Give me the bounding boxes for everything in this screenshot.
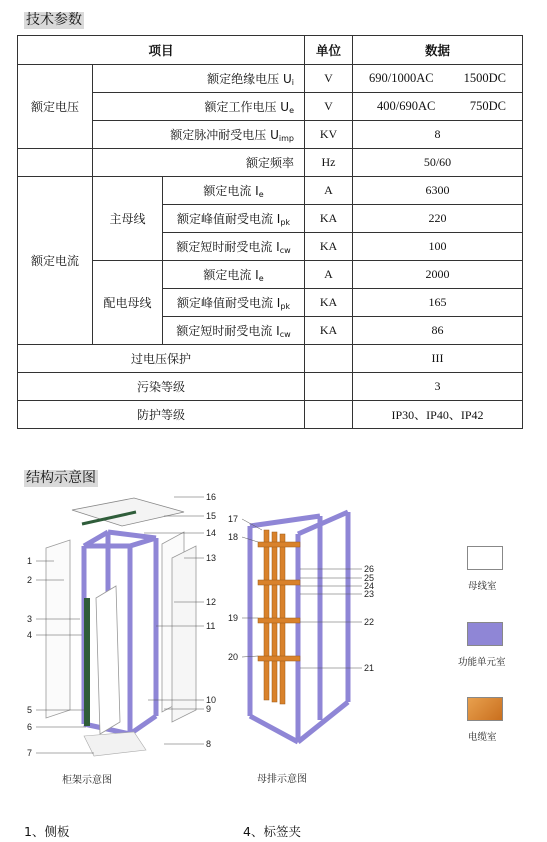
frame-structure bbox=[84, 532, 156, 734]
legend-label: 电缆室 bbox=[468, 732, 497, 743]
row-unit bbox=[305, 401, 353, 429]
row-label: 额定工作电压 $U_e$ bbox=[93, 93, 305, 121]
part-number: 2 bbox=[27, 575, 33, 585]
row-data: 6300 bbox=[353, 177, 523, 205]
row-unit: A bbox=[305, 261, 353, 289]
part-number: 9 bbox=[206, 704, 212, 714]
header-unit: 单位 bbox=[305, 36, 353, 65]
copper-busbars bbox=[258, 530, 300, 704]
row-data: 8 bbox=[353, 121, 523, 149]
table-header-row bbox=[18, 36, 523, 65]
table-row bbox=[18, 373, 523, 401]
row-unit: A bbox=[305, 177, 353, 205]
row-data: IP30、IP40、IP42 bbox=[353, 401, 523, 429]
back-panel bbox=[172, 546, 196, 722]
busbar-diagram-caption: 母排示意图 bbox=[257, 774, 307, 785]
part-number: 25 bbox=[364, 573, 375, 583]
row-data: 3 bbox=[353, 373, 523, 401]
row-data: 165 bbox=[353, 289, 523, 317]
row-label: 额定绝缘电压 $U_i$ bbox=[93, 65, 305, 93]
part-number: 3 bbox=[27, 614, 33, 624]
table-row bbox=[18, 177, 523, 205]
empty-cell bbox=[18, 149, 93, 177]
table-row bbox=[18, 65, 523, 93]
leader-lines bbox=[242, 519, 362, 668]
left-side-panel bbox=[46, 540, 70, 718]
table-row bbox=[18, 149, 523, 177]
base-plate bbox=[84, 732, 146, 756]
legend-label: 母线室 bbox=[468, 581, 497, 592]
row-data: 220 bbox=[353, 205, 523, 233]
part-number: 5 bbox=[27, 705, 33, 715]
row-unit: KA bbox=[305, 317, 353, 345]
table-row bbox=[18, 401, 523, 429]
row-label: 额定短时耐受电流 $I_{cw}$ bbox=[163, 233, 305, 261]
row-unit: KV bbox=[305, 121, 353, 149]
part-number: 10 bbox=[206, 695, 217, 705]
hinge-strip bbox=[84, 598, 90, 726]
row-label: 过电压保护 bbox=[18, 345, 305, 373]
header-data: 数据 bbox=[353, 36, 523, 65]
part-number: 17 bbox=[228, 514, 239, 524]
row-label: 额定脉冲耐受电压 $U_{imp}$ bbox=[93, 121, 305, 149]
note-side-panel: 1、侧板 bbox=[24, 824, 70, 839]
row-label: 额定频率 bbox=[93, 149, 305, 177]
row-data: 100 bbox=[353, 233, 523, 261]
section-title-tech-params: 技术参数 bbox=[26, 12, 82, 28]
part-number: 14 bbox=[206, 528, 217, 538]
part-number: 8 bbox=[206, 739, 212, 749]
group-distribution-bus: 配电母线 bbox=[93, 261, 163, 345]
group-main-bus: 主母线 bbox=[93, 177, 163, 261]
table-row bbox=[18, 93, 523, 121]
row-data: 50/60 bbox=[353, 149, 523, 177]
part-number: 6 bbox=[27, 722, 33, 732]
note-label-clip: 4、标签夹 bbox=[243, 824, 301, 839]
spec-table bbox=[17, 35, 523, 429]
row-unit: Hz bbox=[305, 149, 353, 177]
row-unit: KA bbox=[305, 289, 353, 317]
row-label: 额定峰值耐受电流 $I_{pk}$ bbox=[163, 205, 305, 233]
header-item: 项目 bbox=[18, 36, 305, 65]
part-number: 22 bbox=[364, 617, 375, 627]
row-unit: V bbox=[305, 65, 353, 93]
group-rated-voltage: 额定电压 bbox=[18, 65, 93, 149]
row-label: 防护等级 bbox=[18, 401, 305, 429]
part-number: 24 bbox=[364, 581, 375, 591]
part-number: 15 bbox=[206, 511, 217, 521]
row-unit bbox=[305, 373, 353, 401]
table-row bbox=[18, 345, 523, 373]
legend-swatch-busbar-room bbox=[467, 546, 503, 570]
part-number: 13 bbox=[206, 553, 217, 563]
legend-label: 功能单元室 bbox=[458, 657, 506, 668]
row-unit: KA bbox=[305, 205, 353, 233]
row-label: 污染等级 bbox=[18, 373, 305, 401]
row-data: 400/690AC 750DC bbox=[353, 93, 523, 121]
row-data: 86 bbox=[353, 317, 523, 345]
part-number: 11 bbox=[206, 621, 216, 631]
row-label: 额定电流 $I_e$ bbox=[163, 177, 305, 205]
part-number: 26 bbox=[364, 564, 375, 574]
part-number: 18 bbox=[228, 532, 239, 542]
part-number: 23 bbox=[364, 589, 375, 599]
table-row bbox=[18, 121, 523, 149]
row-data: 2000 bbox=[353, 261, 523, 289]
row-unit: KA bbox=[305, 233, 353, 261]
part-number: 4 bbox=[27, 630, 33, 640]
row-label: 额定短时耐受电流 $I_{cw}$ bbox=[163, 317, 305, 345]
row-unit: V bbox=[305, 93, 353, 121]
row-data: III bbox=[353, 345, 523, 373]
part-number: 21 bbox=[364, 663, 375, 673]
section-title-structure: 结构示意图 bbox=[26, 470, 96, 486]
part-number: 7 bbox=[27, 748, 33, 758]
part-number: 1 bbox=[27, 556, 33, 566]
legend-swatch-function-unit bbox=[467, 622, 503, 646]
row-label: 额定峰值耐受电流 $I_{pk}$ bbox=[163, 289, 305, 317]
part-number: 16 bbox=[206, 492, 217, 502]
cabinet-frame-diagram bbox=[24, 488, 232, 774]
legend-swatch-cable-room bbox=[467, 697, 503, 721]
group-rated-current: 额定电流 bbox=[18, 177, 93, 345]
table-row bbox=[18, 261, 523, 289]
row-data: 690/1000AC 1500DC bbox=[353, 65, 523, 93]
row-label: 额定电流 $I_e$ bbox=[163, 261, 305, 289]
part-number: 20 bbox=[228, 652, 239, 662]
busbar-diagram bbox=[228, 506, 380, 766]
door-panel bbox=[96, 586, 120, 734]
part-number: 19 bbox=[228, 613, 239, 623]
row-unit bbox=[305, 345, 353, 373]
frame-diagram-caption: 柜架示意图 bbox=[62, 775, 112, 786]
part-number: 12 bbox=[206, 597, 217, 607]
